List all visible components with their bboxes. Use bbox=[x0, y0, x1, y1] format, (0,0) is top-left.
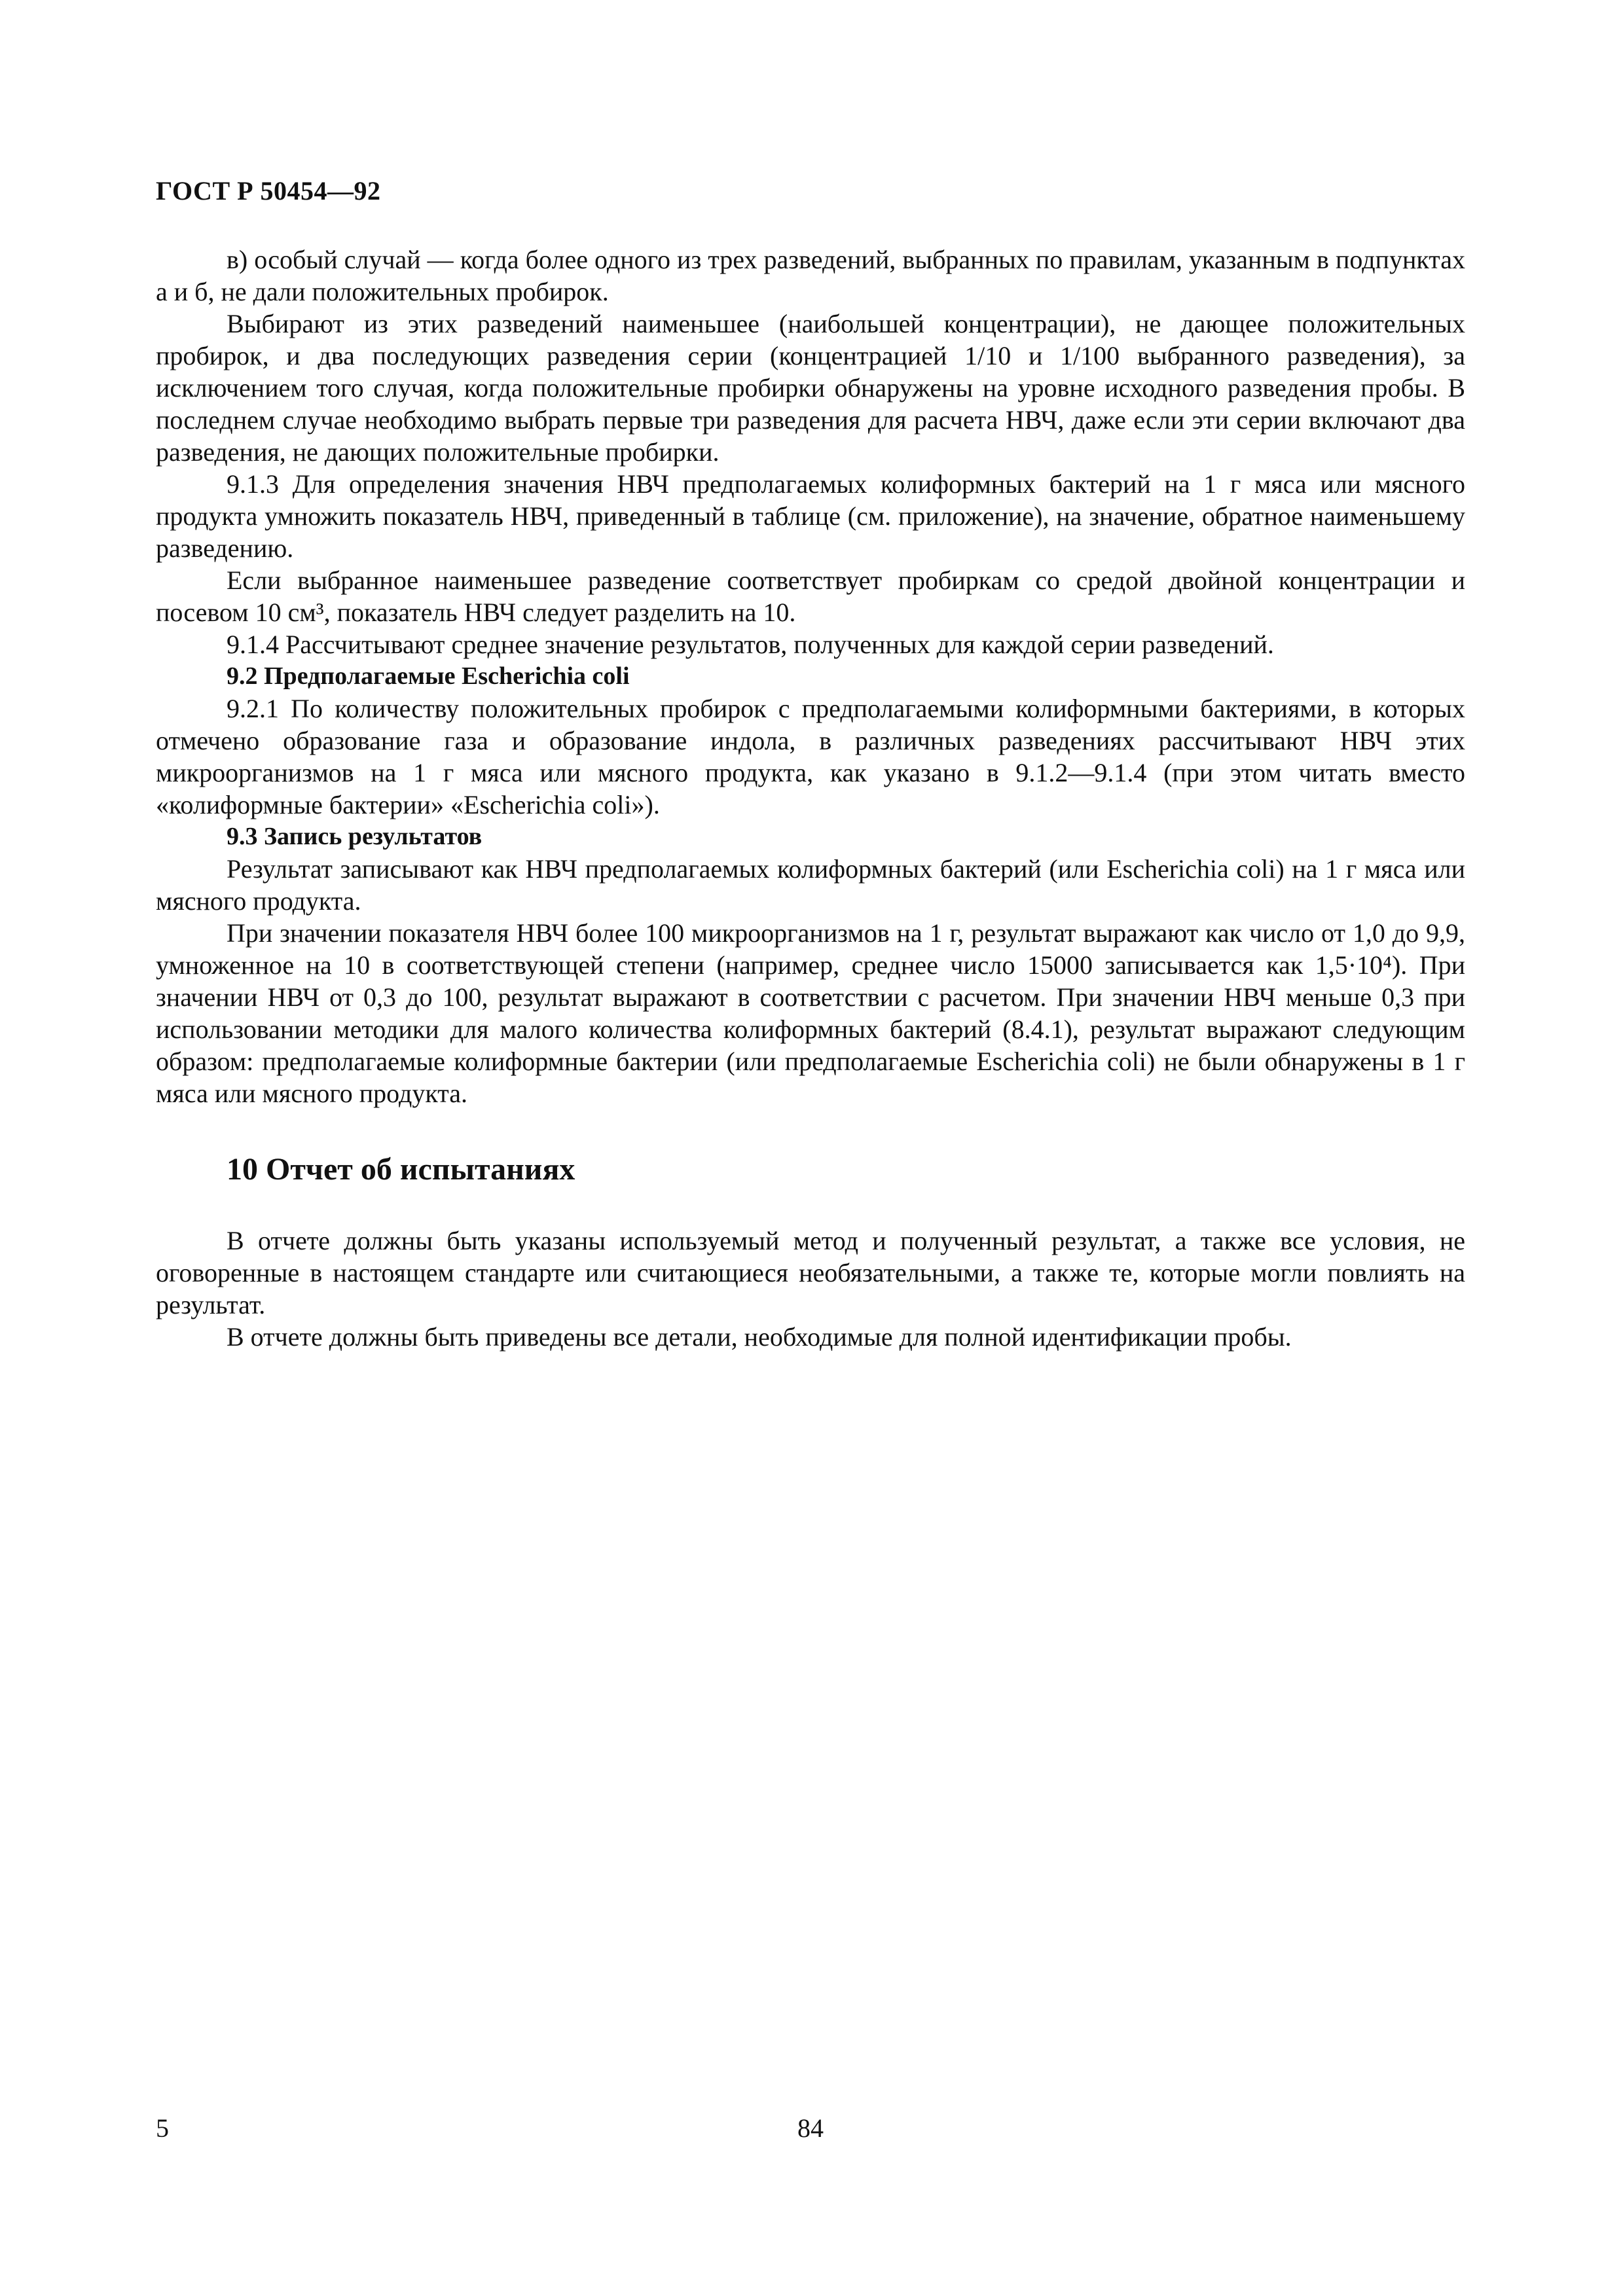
paragraph-dilution-selection: Выбирают из этих разведений наименьшее (наибольшей концентрации), не дающее положительных пробирок, и два последующих разведения серии (концентрацией 1/10 и 1/100 выбранного разведения), за исключением того случая, когда положительные пробирки обнаружены на уровне исходного разведения пробы. В последнем случае необходимо выбрать первые три разведения для расчета НВЧ, даже если эти серии включают два разведения, не дающих положительные пробирки. bbox=[156, 309, 1465, 467]
subheading-9-2: 9.2 Предполагаемые Escherichia coli bbox=[227, 662, 630, 690]
paragraph-result-expression: При значении показателя НВЧ более 100 микроорганизмов на 1 г, результат выражают как число от 1,0 до 9,9, умноженное на 10 в соответствующей степени (например, среднее число 15000 записывается как 1,5·10⁴). При значении НВЧ от 0,3 до 100, результат выражают в соответствии с расчетом. При значении НВЧ меньше 0,3 при использовании методики для малого количества колиформных бактерий (8.4.1), результат выражают следующим образом: предполагаемые колиформные бактерии (или предполагаемые Escherichia coli) не были обнаружены в 1 г мяса или мясного продукта. bbox=[156, 918, 1465, 1108]
paragraph-result-record: Результат записывают как НВЧ предполагаемых колиформных бактерий (или Escherichia coli) на 1 г мяса или мясного продукта. bbox=[156, 854, 1465, 916]
paragraph-9-1-4: 9.1.4 Рассчитывают среднее значение результатов, полученных для каждой серии разведений. bbox=[227, 630, 1274, 659]
paragraph-special-case: в) особый случай — когда более одного из трех разведений, выбранных по правилам, указанным в подпунктах а и б, не дали положительных пробирок. bbox=[156, 245, 1465, 306]
footer-left-number: 5 bbox=[156, 2113, 169, 2143]
subheading-9-3: 9.3 Запись результатов bbox=[227, 823, 483, 850]
paragraph-9-1-3: 9.1.3 Для определения значения НВЧ предполагаемых колиформных бактерий на 1 г мяса или мясного продукта умножить показатель НВЧ, приведенный в таблице (см. приложение), на значение, обратное наименьшему разведению. bbox=[156, 469, 1465, 563]
section-title-10: 10 Отчет об испытаниях bbox=[227, 1152, 575, 1187]
document-body bbox=[156, 243, 1465, 1353]
paragraph-9-2-1: 9.2.1 По количеству положительных пробирок с предполагаемыми колиформными бактериями, в которых отмечено образование газа и образование индола, в различных разведениях рассчитывают НВЧ этих микроорганизмов на 1 г мяса или мясного продукта, как указано в 9.1.2—9.1.4 (при этом читать вместо «колиформные бактерии» «Escherichia coli»). bbox=[156, 694, 1465, 819]
page-number: 84 bbox=[797, 2113, 824, 2143]
paragraph-double-concentration: Если выбранное наименьшее разведение соответствует пробиркам со средой двойной концентрации и посевом 10 см³, показатель НВЧ следует разделить на 10. bbox=[156, 565, 1465, 627]
paragraph-report-contents: В отчете должны быть указаны используемый метод и полученный результат, а также все условия, не оговоренные в настоящем стандарте или считающиеся необязательными, а также те, которые могли повлиять на результат. bbox=[156, 1226, 1465, 1319]
document-header: ГОСТ Р 50454—92 bbox=[156, 176, 381, 206]
paragraph-report-details: В отчете должны быть приведены все детали, необходимые для полной идентификации пробы. bbox=[227, 1322, 1292, 1352]
